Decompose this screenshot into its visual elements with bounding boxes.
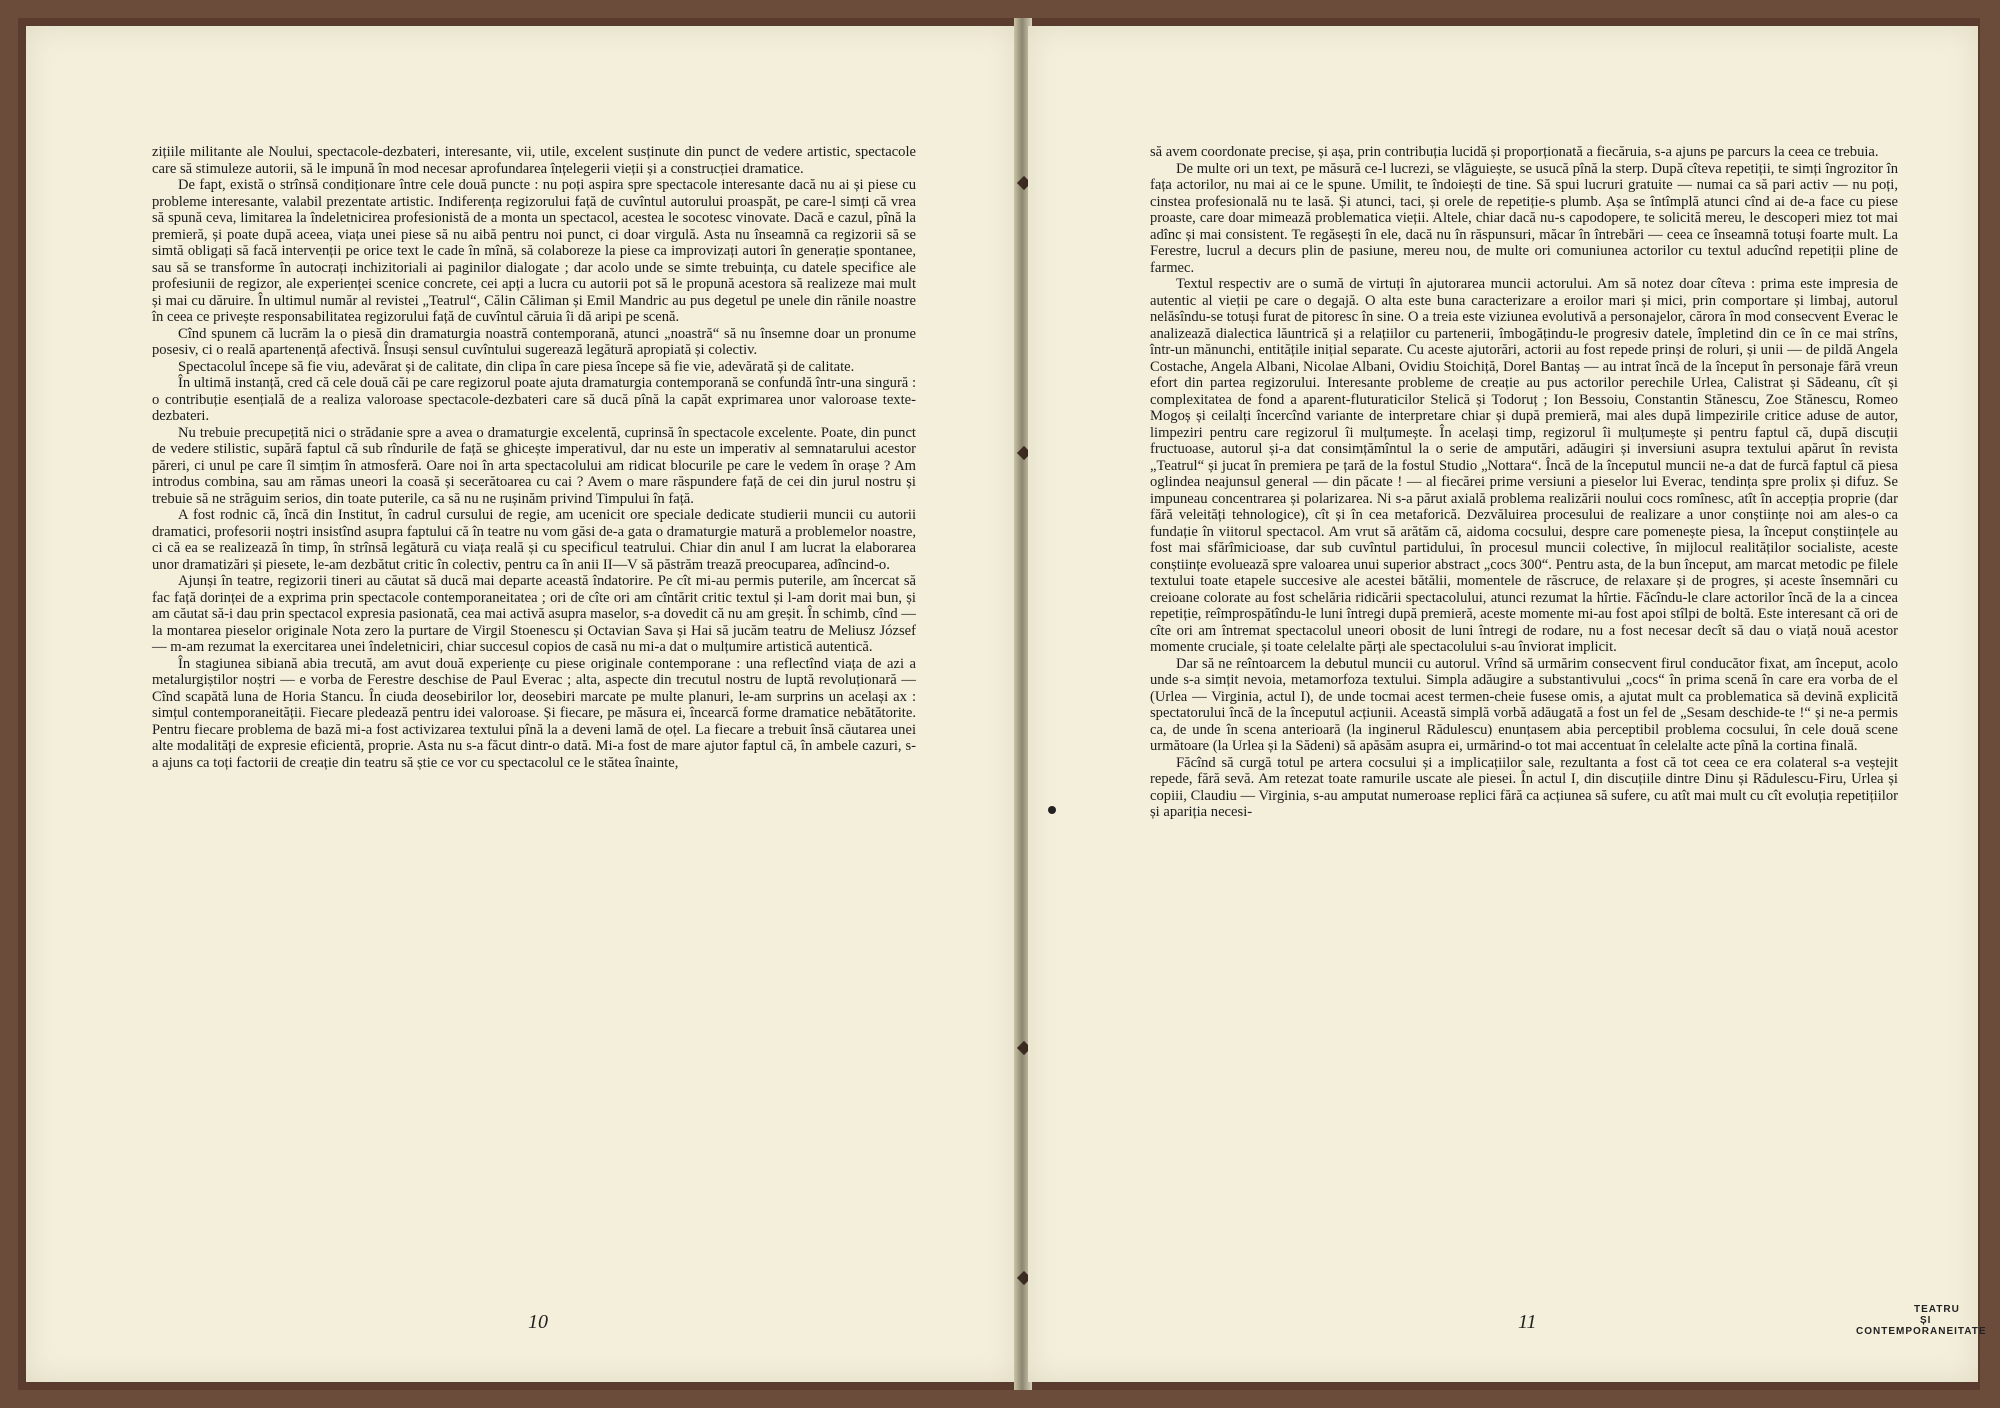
paragraph: Spectacolul începe să fie viu, adevărat și de calitate, din clipa în care piesa începe să fie vie, adevărată și de calitate. [178,358,855,375]
running-head-line: CONTEMPORANEITATE [1856,1326,1987,1337]
page-number-left: 10 [528,1311,548,1333]
paragraph: De fapt, există o strînsă condiționare între cele două puncte : nu poți aspira spre spectacole interesante dacă nu ai și piese cu probleme interesante, valabil prezentate artistic. Indiferența regizorului față de cuvîntul autorului proaspăt, pe care-l simți că vrea să spună ceva, limitarea la îndeletnicirea profesionistă de a monta un spectacol, acestea le socotesc vinovate. Dacă e cazul, pînă la premieră, și poate după aceea, viața unei piese să nu aibă pentru noi punct, ci doar virgulă. Asta nu înseamnă ca regizorii să se simtă obligați să facă intervenții pe orice text le cade în mînă, să colaboreze la piese ca improvizați autori în generație spontanee, sau să se transforme în autocrați inchizitoriali ai paginilor dialogate ; dar acolo unde se simte trebuința, cu datele specifice ale profesiunii de regizor, ale experienței scenice concrete, cei apți a lucra cu autorii pot să le propună acestora să realizeze mai mult și mai cu dăruire. În ultimul număr al revistei „Teatrul“, Călin Căliman și Emil Mandric au pus degetul pe unele din rănile noastre în ceea ce privește responsabilitatea regizorului față de cuvîntul căruia îi dă aripi pe scenă. [152,177,916,325]
left-text-column [152,144,916,771]
right-page [1028,26,1987,1382]
paragraph: Făcînd să curgă totul pe artera cocsului și a implicațiilor sale, rezultanta a fost că tot ceea ce era colateral s-a veștejit repede, fără sevă. Am retezat toate ramurile uscate ale piesei. În actul I, din discuțiile dintre Dinu și Rădulescu-Firu, Urlea și copiii, Claudiu — Virginia, s-au amputat numeroase replici fără ca acțiunea să sufere, cu atît mai mult cu cît evoluția repetițiilor și apariția necesi- [1150,754,1898,820]
paragraph: În ultimă instanță, cred că cele două căi pe care regizorul poate ajuta dramaturgia contemporană se confundă într-una singură : o contribuție esențială de a realiza valoroase spectacole-dezbateri care să ducă pînă la capăt exprimarea unor valoroase texte-dezbateri. [152,375,916,424]
running-head-line: ȘI [1920,1315,1932,1326]
paragraph: zițiile militante ale Noului, spectacole-dezbateri, interesante, vii, utile, excelent susținute din punct de vedere artistic, spectacole care să stimuleze autorii, să le impună în mod necesar aprofundarea înțelegerii vieții și a construcției dramatice. [152,144,916,177]
paragraph: În stagiunea sibiană abia trecută, am avut două experiențe cu piese originale contemporane : una reflectînd viața de azi a metalurgiștilor noștri — e vorba de Ferestre deschise de Paul Everac ; alta, aspecte din trecutul nostru de luptă revoluționară — Cînd scapătă luna de Horia Stancu. În ciuda deosebirilor lor, deosebiri marcate pe multe planuri, le-am surprins un același ax : simțul contemporaneității. Fiecare pledează pentru idei valoroase. Și fiecare, pe măsura ei, încearcă forme dramatice nebătătorite. Pentru fiecare problema de bază mi-a fost activizarea textului pînă la a deveni lamă de oțel. La fiecare a trebuit însă căutarea unei alte modalități de expresie eficientă, proprie. Asta nu s-a făcut dintr-o dată. Mi-a fost de mare ajutor faptul că, în ambele cazuri, s-a ajuns ca toți factorii de creație din teatru să știe ce vor cu spectacolul ce le stătea înainte, [152,655,916,771]
running-head [1856,1304,1987,1337]
paragraph: Dar să ne reîntoarcem la debutul muncii cu autorul. Vrînd să urmărim consecvent firul conducător fixat, am început, acolo unde s-a simțit nevoia, metamorfoza textului. Simpla adăugire a substantivului „cocs“ în prima scenă în care era vorba de el (Urlea — Virginia, actul I), de unde tocmai acest termen-cheie fusese omis, a ajutat mult ca problematica să devină explicită spectatorului încă de la începutul acțiunii. Această simplă vorbă adăugată a fost un fel de „Sesam deschide-te !“ și ne-a permis ca, de unde în scena anterioară (la inginerul Rădulescu) enunțasem abia perceptibil problema cocsului, în cele două scene următoare (la Urlea și la Sădeni) să apăsăm asupra ei, urmărind-o tot mai accentuat în celelalte acte pînă la cortina finală. [1150,655,1898,754]
running-head-line: TEATRU [1914,1304,1960,1315]
paragraph: Nu trebuie precupețită nici o strădanie spre a avea o dramaturgie excelentă, cuprinsă în spectacole excelente. Poate, din punct de vedere stilistic, supără faptul că sub rîndurile de față se ghicește imperativul, dar nu este un imperativ al semnatarului acestor păreri, ci unul pe care îl simțim în atmosferă. Oare noi în arta spectacolului am ridicat blocurile pe care le vedem în orașe ? Am introdus combina, sau am rămas uneori la coasă și secerătoarea cu cai ? Avem o mare răspundere față de cei din jurul nostru și trebuie să ne străguim serios, din toate puterile, ca să nu ne rușinăm privind Timpului în față. [152,424,916,507]
book-spread [18,18,1987,1390]
punch-mark [1048,806,1056,814]
paragraph: De multe ori un text, pe măsură ce-l lucrezi, se vlăguiește, se usucă pînă la sterp. După cîteva repetiții, te simți îngrozitor în fața actorilor, nu mai ai ce le spune. Umilit, te îndoiești de tine. Să spui lucruri gratuite — numai ca să pari activ — nu poți, cinstea profesională nu te lasă. Și atunci, taci, și orele de repetiție-s plumb. Așa se întîmplă atunci cînd ai de-a face cu piese proaste, care doar mimează problematica vieții. Altele, chiar dacă nu-s capodopere, te solicită mereu, le descoperi miez tot mai adînc și mai consistent. Te regăsești în ele, dacă nu în răspunsuri, măcar în întrebări — ceea ce înseamnă totuși foarte mult. La Ferestre, lucrul a decurs plin de pasiune, mereu nou, de multe ori comuniunea actorilor cu textul aducînd repetiții pline de farmec. [1150,160,1898,276]
paragraph: Ajunși în teatre, regizorii tineri au căutat să ducă mai departe această îndatorire. Pe cît mi-au permis puterile, am încercat să fac față dorinței de a exprima prin spectacole contemporaneitatea ; ori de cîte ori am cîntărit critic textul și l-am dorit mai bun, și am căutat să-i dau prin spectacol expresia pasionată, cea mai activă asupra maselor, s-a dovedit că nu am greșit. În schimb, cînd — la montarea pieselor originale Nota zero la purtare de Virgil Stoenescu și Octavian Sava și Hai să jucăm teatru de Meliusz József — m-am rezumat la exercitarea unei îndeletniciri, chiar succesul copios de casă nu mi-a dat o mulțumire artistică autentică. [152,573,916,655]
paragraph: Cînd spunem că lucrăm la o piesă din dramaturgia noastră contemporană, atunci „noastră“ să nu însemne doar un pronume posesiv, ci o reală apartenență afectivă. Însuși sensul cuvîntului sugerează legătură apropiată și colectiv. [152,325,916,358]
right-text-column [1150,144,1898,821]
page-number-right: 11 [1518,1311,1537,1333]
left-page [26,26,1016,1382]
paragraph: să avem coordonate precise, și așa, prin contribuția lucidă și proporționată a fiecăruia, s-a ajuns pe parcurs la ceea ce trebuia. [1150,144,1879,160]
paragraph: Textul respectiv are o sumă de virtuți în ajutorarea muncii actorului. Am să notez doar cîteva : prima este impresia de autentic al vieții pe care o degajă. O alta este buna caracterizare a eroilor mari și mici, prin comportare și limbaj, autorul nelăsîndu-se totuși furat de pitoresc în sine. O a treia este viziunea evolutivă a personajelor, cărora în mod consecvent Everac le analizează dialectica lăuntrică și a relațiilor cu partenerii, îmbogățindu-le progresiv datele, împletind din ce în ce mai strîns, într-un mănunchi, entitățile inițial separate. Cu aceste ajutorări, actorii au fost repede prinși de roluri, și unii — de pildă Angela Costache, Angela Albani, Nicolae Albani, Ovidiu Stoichiță, Dorel Bantaș — au intrat încă de la început în personaje fără vreun efort din partea regizorului. Interesante probleme de creație au pus actorilor perechile Urlea, Calistrat și Sădeanu, cît și complexitatea de fond a aparent-fluturaticilor Stelică și Todoruț ; Ion Bessoiu, Constantin Stănescu, Zoe Stănescu, Romeo Mogoș și ceilalți încercînd variante de interpretare chiar și după premieră, mai ales după limpezirile critice aduse de autor, limpeziri pentru care regizorul îi mulțumește. În același timp, regizorul îi mulțumește și pentru faptul că, după discuții fructuoase, autorul și-a dat consimțămîntul la o serie de amputări, adăugiri și inversiuni asupra textului apărut în revista „Teatrul“ și jucat în premiera pe țară de la fostul Studio „Nottara“. Încă de la începutul muncii ne-a dat de furcă faptul că piesa oglindea neajunsul general — din păcate ! — al fiecărei prime versiuni a pieselor lui Everac, tendința spre prolix și difuz. Se impuneau concentrarea și polarizarea. Ni s-a părut axială problema realizării noului cocs romînesc, atît în accepția proprie (dar fără veleități tehnologice), cît și în cea metaforică. Dezvăluirea procesului de realizare a unor conștiințe noi am ales-o ca fundație în viitorul spectacol. Am vrut să arătăm că, aidoma cocsului, despre care pomenește piesa, la început conștiințele au fost mai sfărîmicioase, dar sub cuvîntul partidului, în procesul muncii colective, în mijlocul realităților socialiste, aceste conștiințe evoluează spre valoarea unui superior abstract „cocs 300“. Pentru asta, de la bun început, am marcat metodic pe filele textului toate etapele succesive ale acestei bătălii, momentele de răscruce, de relaxare și de progres, și aceste însemnări cu creioane colorate au fost schelăria ridicării spectacolului, atunci rezumat la hîrtie. Făcîndu-le clare actorilor încă de la a cincea repetiție, reîmprospătîndu-le luni întregi după premieră, aceste momente mi-au fost apoi stîlpi de boltă. Este interesant că ori de cîte ori am întremat spectacolul uneori obosit de luni întregi de rodare, nu a fost necesar decît să dau o viață nouă acestor momente cruciale, și toate celelalte părți ale spectacolului s-au înviorat implicit. [1150,276,1898,655]
paragraph: A fost rodnic că, încă din Institut, în cadrul cursului de regie, am ucenicit ore speciale dedicate studierii muncii cu autorii dramatici, profesorii noștri insistînd asupra faptului că în teatre nu vom găsi de-a gata o dramaturgie matură a problemelor noastre, ci că ea se realizează în timp, în strînsă legătură cu viața reală și cu specificul teatrului. Chiar din anul I am lucrat la elaborarea unor dramatizări și piesete, le-am dezbătut critic în colectiv, pentru ca în anii II—V să păstrăm trează preocuparea, adîncind-o. [152,507,916,573]
